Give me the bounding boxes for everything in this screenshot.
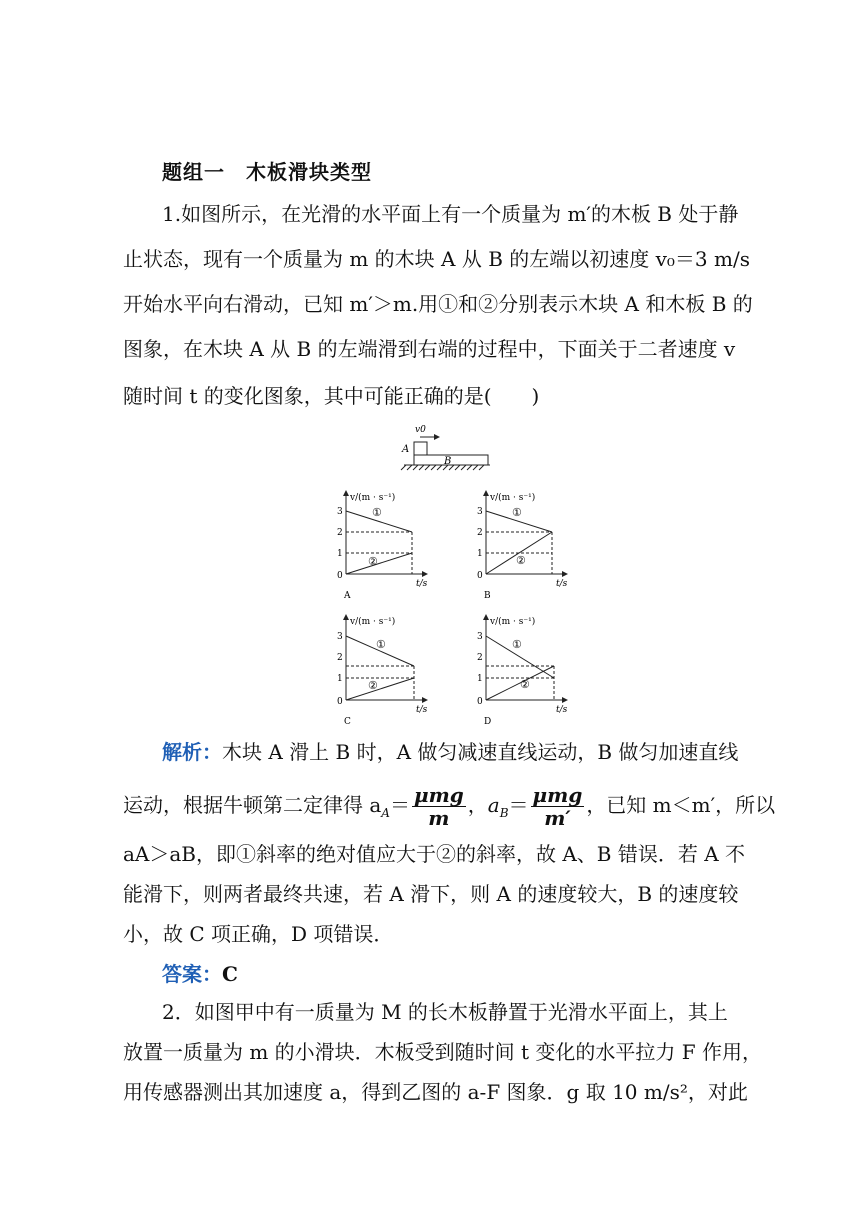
fraction-aB [531,784,585,829]
analysis-line-5: 小，故 C 项正确，D 项错误． [123,922,394,946]
fraction-numerator: μmg [413,783,464,807]
fraction-aA [412,784,466,829]
graph-b [477,490,568,601]
analysis-line-4: 能滑下，则两者最终共速，若 A 滑下，则 A 的速度较大，B 的速度较 [123,882,739,906]
tick-0: 0 [477,571,483,581]
tick-2: 2 [337,653,343,663]
graph-caption: D [484,717,492,727]
analysis-label: 解析： [162,740,222,764]
curve-2-label: ② [520,678,530,691]
curve-2-line [346,553,412,574]
q2-line-1: 2．如图甲中有一质量为 M 的长木板静置于光滑水平面上，其上 [162,1000,728,1024]
graph-d [477,614,568,727]
subscript-b: B [499,806,509,820]
curve-1-label: ① [372,506,382,519]
q1-line-5: 随时间 t 的变化图象，其中可能正确的是( ) [123,384,540,408]
graph-caption: A [344,591,351,601]
tick-2: 2 [337,528,343,538]
x-axis-label: t/s [416,579,428,589]
x-axis-label: t/s [556,579,568,589]
subscript-a: A [381,806,390,820]
analysis-line-2 [123,783,776,835]
q2-line-2: 放置一质量为 m 的小滑块．木板受到随时间 t 变化的水平拉力 F 作用， [123,1040,763,1064]
v0-label: v0 [415,425,426,435]
answer-value: C [222,962,238,986]
fraction-denominator: m′ [544,806,571,830]
y-axis-label: v/(m · s⁻¹) [350,617,396,627]
curve-1-label: ① [376,638,386,651]
curve-1-label: ① [512,506,522,519]
analysis-text-2-post: ，已知 m＜m′，所以 [586,793,776,817]
comma: ， [467,793,488,817]
graph-a [337,490,428,601]
fraction-numerator: μmg [532,783,583,807]
fraction-denominator: m [428,806,450,830]
graph-caption: C [344,717,351,727]
tick-3: 3 [477,632,483,642]
symbol-a: a [487,793,500,817]
y-axis-label: v/(m · s⁻¹) [490,617,536,627]
graph-caption: B [484,591,491,601]
tick-2: 2 [477,528,483,538]
curve-2-label: ② [368,555,378,568]
board-b-label: B [444,456,452,467]
analysis-line-3: aA＞aB，即①斜率的绝对值应大于②的斜率，故 A、B 错误．若 A 不 [123,842,746,866]
graph-c [337,614,428,727]
tick-1: 1 [337,674,343,684]
q1-line-3: 开始水平向右滑动，已知 m′＞m.用①和②分别表示木块 A 和木板 B 的 [123,292,753,316]
answer-line [162,960,741,988]
analysis-text-1: 木块 A 滑上 B 时，A 做匀减速直线运动，B 做匀加速直线 [222,740,739,764]
q1-line-4: 图象，在木块 A 从 B 的左端滑到右端的过程中，下面关于二者速度 v [123,337,736,361]
x-axis-label: t/s [556,705,568,715]
tick-1: 1 [477,549,483,559]
x-axis-label: t/s [416,705,428,715]
section-heading: 题组一 木板滑块类型 [162,160,372,184]
q2-line-3: 用传感器测出其加速度 a，得到乙图的 a-F 图象．g 取 10 m/s²，对此 [123,1080,748,1104]
equals-sign: ＝ [508,793,529,817]
tick-3: 3 [477,507,483,517]
tick-0: 0 [477,697,483,707]
q1-line-1: 1.如图所示，在光滑的水平面上有一个质量为 m′的木板 B 处于静 [162,202,739,226]
q1-line-2: 止状态，现有一个质量为 m 的木块 A 从 B 的左端以初速度 v₀＝3 m/s [123,247,750,271]
tick-0: 0 [337,697,343,707]
block-a-label: A [402,444,410,455]
curve-2-label: ② [368,679,378,692]
ground-hatch [401,465,406,470]
answer-label: 答案： [162,962,222,986]
curve-2-line [346,678,414,700]
tick-2: 2 [477,653,483,663]
tick-3: 3 [337,507,343,517]
tick-0: 0 [337,571,343,581]
analysis-text-2-pre: 运动，根据牛顿第二定律得 a [123,793,382,817]
y-axis-label: v/(m · s⁻¹) [490,493,536,503]
tick-1: 1 [477,674,483,684]
tick-3: 3 [337,632,343,642]
block-a [414,442,427,455]
tick-1: 1 [337,549,343,559]
analysis-line-1 [162,738,741,766]
curve-1-label: ① [512,638,522,651]
curve-2-label: ② [516,554,526,567]
equals-sign: ＝ [389,793,410,817]
y-axis-label: v/(m · s⁻¹) [350,493,396,503]
